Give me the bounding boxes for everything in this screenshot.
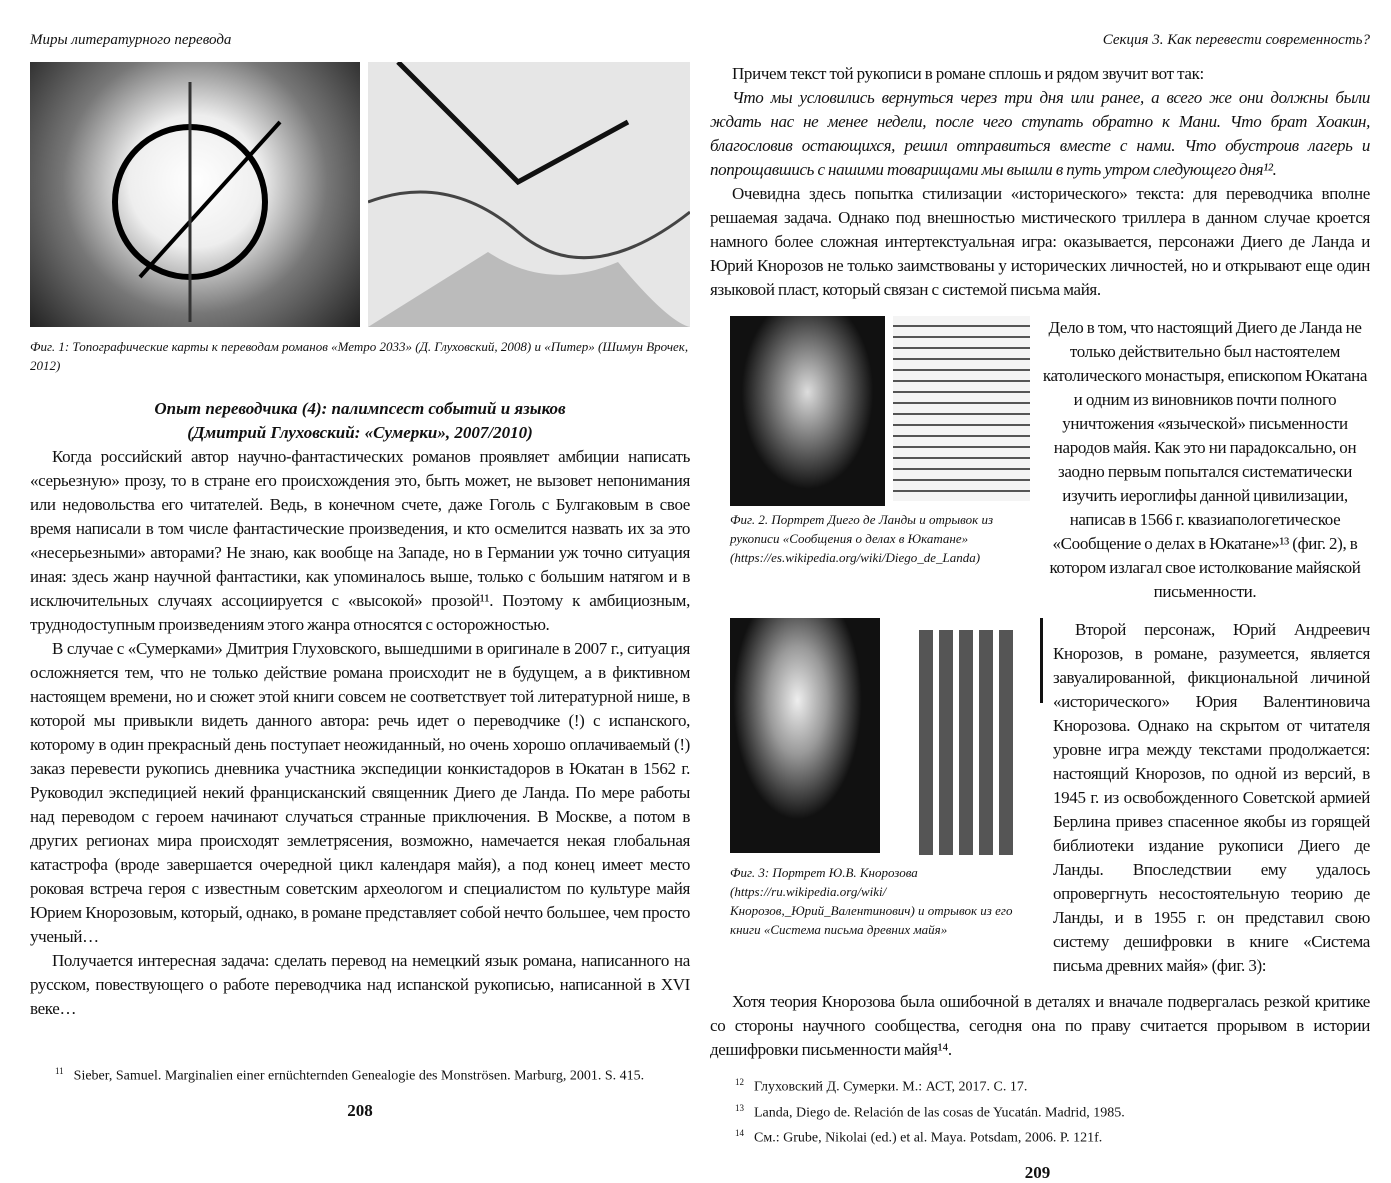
figure2-row xyxy=(705,316,1370,604)
footnote-number: 13 xyxy=(735,1102,744,1113)
manuscript-image xyxy=(893,316,1030,501)
intro-paragraph: Причем текст той рукописи в романе сплошь и рядом звучит вот так: xyxy=(732,64,1204,83)
piter-map-image xyxy=(368,62,690,327)
right-page xyxy=(705,30,1370,1183)
right-column-text-1 xyxy=(1040,316,1370,604)
figure3-caption: Фиг. 3: Портрет Ю.В. Кнорозова (https://ru.wikipedia.org/wiki/Кнорозов,_Юрий_Валентинович) и отрывок из его книги «Система письма древних майя» xyxy=(730,865,1013,937)
margin-bar xyxy=(1040,618,1043,703)
quote-paragraph: Что мы условились вернуться через три дня или ранее, а всего же они должны были ждать нас не менее недели, после чего ступать обратно к Мани. Что брат Хоакин, благословив остающихся, решил отправиться вместе с нами. Что обустроив лагерь и попрощавшись с нашими товарищами мы вышли в путь утром следующего дня¹². xyxy=(710,88,1370,179)
heading-line2: (Дмитрий Глуховский: «Сумерки», 2007/2010) xyxy=(187,423,533,442)
page-number-left: 208 xyxy=(347,1100,373,1120)
right-footnotes xyxy=(705,1072,1370,1149)
knorozov-portrait xyxy=(730,618,880,853)
figure1-images xyxy=(30,62,690,327)
running-header-right: Секция 3. Как перевести современность? xyxy=(1102,32,1370,48)
footnote-number: 12 xyxy=(735,1077,744,1087)
footnote-text: Глуховский Д. Сумерки. М.: АСТ, 2017. С. 17. xyxy=(754,1079,1028,1095)
figure3 xyxy=(730,618,1030,978)
figure2-caption: Фиг. 2. Портрет Диего де Ланды и отрывок из рукописи «Сообщения о делах в Юкатане» (https://es.wikipedia.org/wiki/Diego_de_Landa) xyxy=(730,512,994,565)
figure3-row xyxy=(705,618,1370,978)
footnote-number: 14 xyxy=(735,1128,744,1139)
right-bottom-text xyxy=(705,990,1370,1062)
paragraph: В случае с «Сумерками» Дмитрия Глуховского, вышедшими в оригинале в 2007 г., ситуация осложняется тем, что не только действие романа происходит не в будущем, а в фиктивном настоящем времени, но и сюжет этой книги совсем не соответствует той литературной нише, в которой мы привыкли видеть данного автора: речь идет о переводчике (!) с испанского, которому в один прекрасный день поступает неожиданный, но очень хорошо оплачиваемый (!) заказ перевести рукопись дневника участника экспедиции конкистадоров в Юкатан в 1562 г. Руководил экспедицией некий францисканский священник Диего де Ланда. По мере работы над переводом с героем начинают случаться странные приключения. В Москве, а потом в других регионах мира происходят землетрясения, возможно, намечается некая глобальная катастрофа (вроде завершается очередной цикл календаря майя), а под конец имеет место роковая встреча героя с известным советским археологом и специалистом по культуре майя Юрием Кнорозовым, который, однако, в романе представляет собой нечто большее, чем просто ученый… xyxy=(30,639,690,946)
page-number-right: 209 xyxy=(1024,1162,1051,1182)
footnote-11 xyxy=(30,1061,690,1087)
footnote-text: Landa, Diego de. Relación de las cosas de Yucatán. Madrid, 1985. xyxy=(754,1105,1125,1121)
left-body-text xyxy=(30,445,690,1021)
heading-line1: Опыт переводчика (4): палимпсест событий и языков xyxy=(154,399,566,418)
paragraph: Очевидна здесь попытка стилизации «исторического» текста: для переводчика вполне решаемая задача. Однако под внешностью мистического триллера в данном случае кроется намного более сложная интертекстуальная игра: оказывается, персонажи Диего де Ланда и Юрий Кнорозов не только заимствованы у исторических личностей, но и открывают еще один языковой пласт, который связан с системой письма майя. xyxy=(710,184,1370,299)
footnote-14 xyxy=(735,1123,1370,1149)
figure2 xyxy=(730,316,1030,604)
right-column-text-2 xyxy=(1053,618,1370,978)
paragraph: Когда российский автор научно-фантастических романов проявляет амбиции написать «серьезную» прозу, то в стране его происхождения это, быть может, не вызовет непонимания или недовольства его читателей. Ведь, в конечном счете, даже Гоголь с Булгаковым в свое время написали в том числе фантастические произведения, и кто осмелится назвать их за это «несерьезными» авторами? Не знаю, как вообще на Западе, но в Германии уж точно ситуация иная: здесь жанр научной фантастики, как упоминалось выше, только с большим натягом и в исключительных случаях ассоциируется с «высокой» прозой¹¹. Поэтому к амбициозным, труднодоступным произведениям этого жанра относятся с осторожностью. xyxy=(30,447,690,634)
footnote-12 xyxy=(735,1072,1370,1098)
left-page xyxy=(30,30,690,1121)
maya-glyphs-image xyxy=(915,630,1015,855)
footnote-13 xyxy=(735,1098,1370,1124)
paragraph: Получается интересная задача: сделать перевод на немецкий язык романа, написанного на русском, повествующего о работе переводчика над испанской рукописью, написанной в XVI веке… xyxy=(30,951,690,1018)
running-header-left: Миры литературного перевода xyxy=(30,32,232,48)
diego-de-landa-portrait xyxy=(730,316,885,506)
section-heading xyxy=(30,397,690,445)
paragraph: Хотя теория Кнорозова была ошибочной в деталях и вначале подвергалась резкой критике со стороны научного сообщества, сегодня она по праву считается прорывом в истории дешифровки письменности майя¹⁴. xyxy=(710,992,1370,1059)
footnote-text: Sieber, Samuel. Marginalien einer ernüchternden Genealogie des Monströsen. Marburg, 2001. S. 415. xyxy=(73,1068,645,1084)
paragraph: Второй персонаж, Юрий Андреевич Кнорозов, в романе, разумеется, является завуалированной, фикциональной личиной «исторического» Юрия Валентиновича Кнорозова. Однако на скрытом от читателя уровне игра между текстами продолжается: настоящий Кнорозов, по одной из версий, в 1945 г. из освобожденного Советской армией Берлина привез спасенное якобы из горящей библиотеки издание рукописи Диего де Ланды. Впоследствии ему удалось опровергнуть несостоятельную теорию де Ланды, и в 1955 г. он представил свою систему дешифровки в книге «Система письма древних майя» (фиг. 3): xyxy=(1053,620,1370,975)
footnote-text: См.: Grube, Nikolai (ed.) et al. Maya. Potsdam, 2006. P. 121f. xyxy=(754,1130,1103,1146)
paragraph: Дело в том, что настоящий Диего де Ланда не только действительно был настоятелем католического монастыря, епископом Юкатана и одним из виновников почти полного уничтожения «языческой» письменности народов майя. Как это ни парадоксально, он заодно первым попытался систематически изучить иероглифы данной цивилизации, написав в 1566 г. квазиапологетическое «Сообщение о делах в Юкатане»¹³ (фиг. 2), в котором излагал свое истолкование майяской письменности. xyxy=(1042,318,1368,601)
metro-map-image xyxy=(30,62,360,327)
figure1-caption: Фиг. 1: Топографические карты к переводам романов «Метро 2033» (Д. Глуховский, 2008) и «Питер» (Шимун Врочек, 2012) xyxy=(30,339,689,373)
right-top-text xyxy=(705,62,1370,302)
footnote-number: 11 xyxy=(55,1066,64,1076)
